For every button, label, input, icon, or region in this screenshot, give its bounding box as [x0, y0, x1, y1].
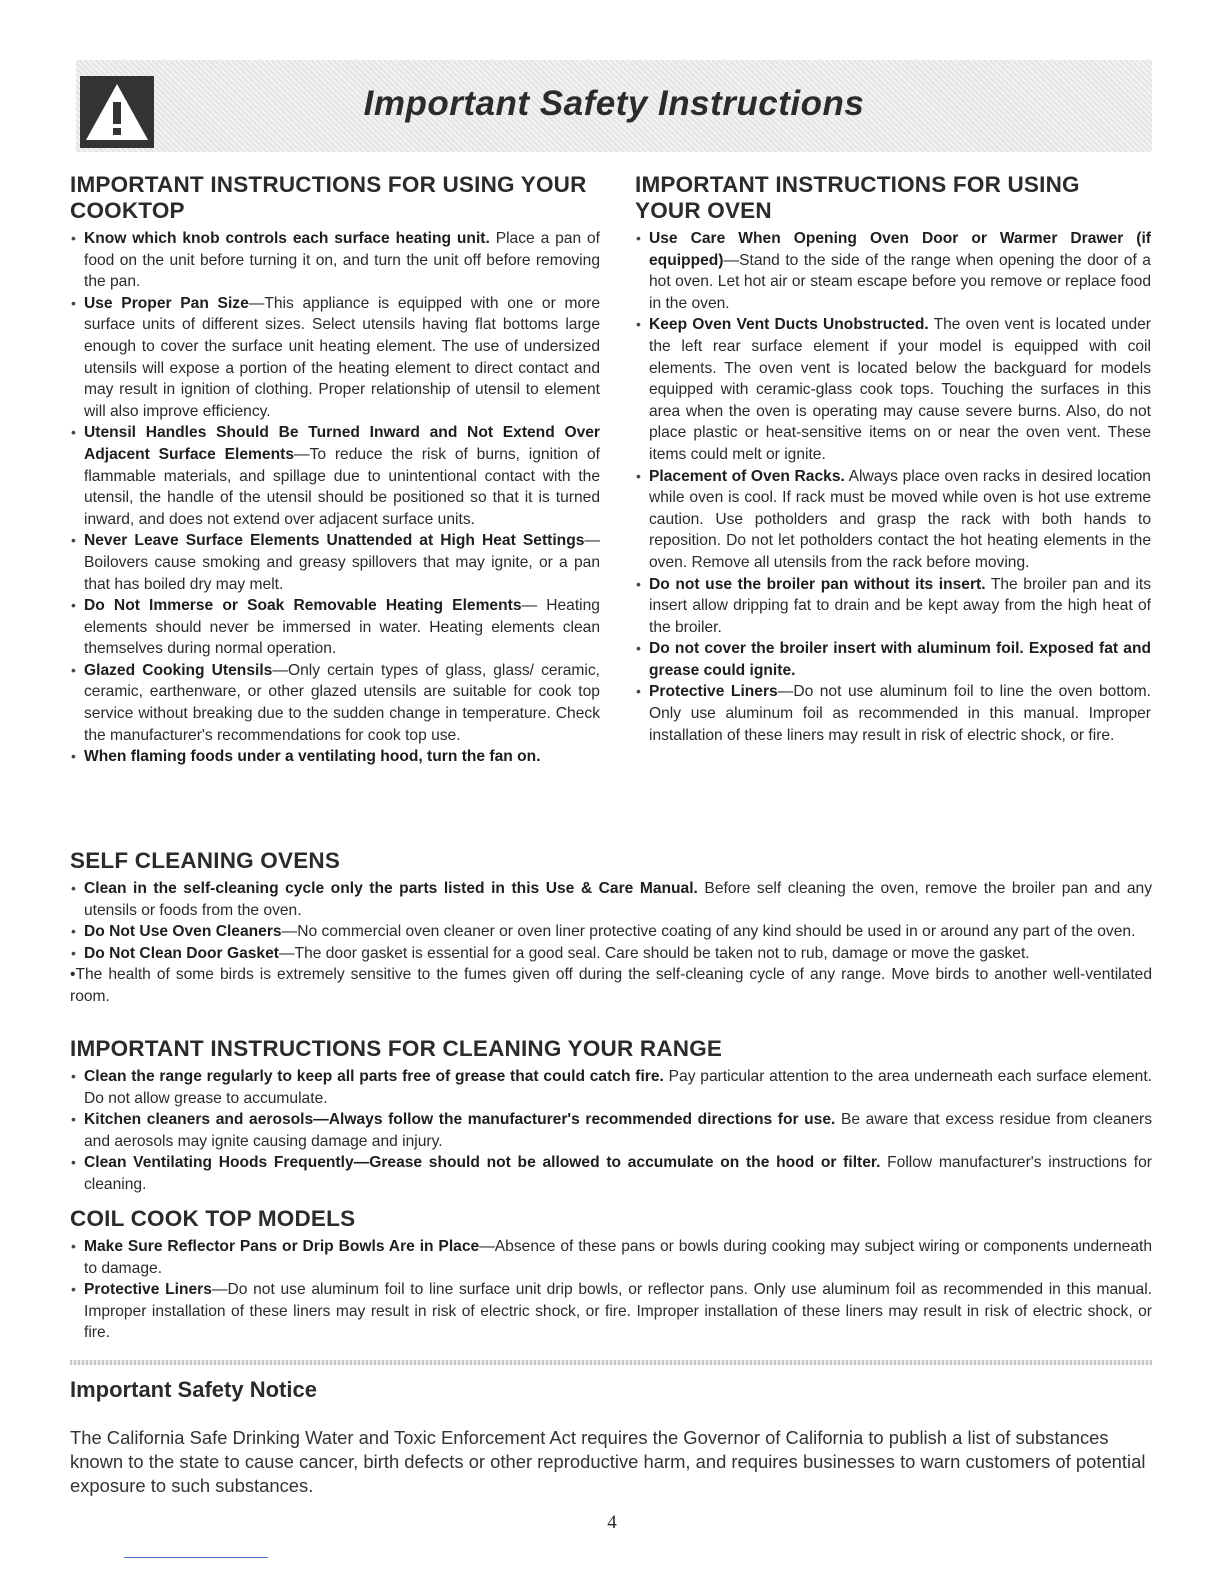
list-item: • Do not use the broiler pan without its insert. The broiler pan and its insert allow dripping fat to drain and be kept away from the high heat of the broiler. [635, 574, 1151, 639]
footer-line [124, 1557, 268, 1558]
cooktop-heading: IMPORTANT INSTRUCTIONS FOR USING YOUR COOKTOP [70, 172, 587, 223]
list-item: • Keep Oven Vent Ducts Unobstructed. The oven vent is located under the left rear surface element if your model is equipped with coil elements. The oven vent is located below the backguard for models equipped with ceramic-glass cook tops. Touching the surfaces in this area when the oven is operating may cause severe burns. Also, do not place plastic or heat-sensitive items on or near the oven vent. These items could melt or ignite. [635, 314, 1151, 465]
list-item: • Never Leave Surface Elements Unattended at High Heat Settings—Boilovers cause smoking and greasy spillovers that may ignite, or a pan that has boiled dry may melt. [70, 530, 600, 595]
header-banner [76, 60, 1152, 152]
list-item: • Do Not Immerse or Soak Removable Heating Elements— Heating elements should never be immersed in water. Heating elements clean themselves during normal operation. [70, 595, 600, 660]
self-cleaning-section [70, 848, 1152, 1008]
list-item: • Clean Ventilating Hoods Frequently—Grease should not be allowed to accumulate on the hood or filter. Follow manufacturer's instructions for cleaning. [70, 1152, 1152, 1195]
list-item: • Kitchen cleaners and aerosols—Always follow the manufacturer's recommended directions for use. Be aware that excess residue from cleaners and aerosols may ignite causing damage and injury. [70, 1109, 1152, 1152]
list-item: • Make Sure Reflector Pans or Drip Bowls Are in Place—Absence of these pans or bowls during cooking may subject wiring or components underneath to damage. [70, 1236, 1152, 1279]
coil-section [70, 1206, 1152, 1344]
section-divider [70, 1360, 1152, 1365]
list-item: • Do Not Clean Door Gasket—The door gasket is essential for a good seal. Care should be taken not to rub, damage or move the gasket. [70, 943, 1152, 965]
cleaning-range-heading: IMPORTANT INSTRUCTIONS FOR CLEANING YOUR RANGE [70, 1036, 723, 1061]
list-item: • Do not cover the broiler insert with aluminum foil. Exposed fat and grease could ignite. [635, 638, 1151, 681]
page-title: Important Safety Instructions [363, 84, 865, 123]
list-item: •The health of some birds is extremely sensitive to the fumes given off during the self-cleaning cycle of any range. Move birds to another well-ventilated room. [70, 966, 1152, 1005]
notice-heading: Important Safety Notice [70, 1377, 317, 1402]
list-item: • Placement of Oven Racks. Always place oven racks in desired location while oven is cool. If rack must be moved while oven is hot use extreme caution. Use potholders and grasp the rack with both hands to reposition. Do not let potholders contact the hot heating elements in the oven. Remove all utensils from the rack before moving. [635, 466, 1151, 574]
list-item: • Use Care When Opening Oven Door or Warmer Drawer (if equipped)—Stand to the side of the range when opening the door of a hot oven. Let hot air or steam escape before you remove or replace food in the oven. [635, 228, 1151, 314]
list-item: • Protective Liners—Do not use aluminum foil to line the oven bottom. Only use aluminum foil as recommended in this manual. Improper installation of these liners may result in risk of electric shock, or fire. [635, 681, 1151, 746]
list-item: • Know which knob controls each surface heating unit. Place a pan of food on the unit before turning it on, and turn the unit off before removing the pan. [70, 228, 600, 293]
list-item: • Utensil Handles Should Be Turned Inward and Not Extend Over Adjacent Surface Elements—To reduce the risk of burns, ignition of flammable materials, and spillage due to unintentional contact with the utensil, the handle of the utensil should be positioned so that it is turned inward, and does not extend over adjacent surface units. [70, 422, 600, 530]
cooktop-list [70, 228, 600, 768]
list-item: • Glazed Cooking Utensils—Only certain types of glass, glass/ ceramic, ceramic, earthenware, or other glazed utensils are suitable for cook top service without breaking due to the sudden change in temperature. Check the manufacturer's recommendations for cook top use. [70, 660, 600, 746]
self-cleaning-heading: SELF CLEANING OVENS [70, 848, 341, 873]
coil-heading: COIL COOK TOP MODELS [70, 1206, 356, 1231]
list-item: • Clean in the self-cleaning cycle only the parts listed in this Use & Care Manual. Before self cleaning the oven, remove the broiler pan and any utensils or foods from the oven. [70, 878, 1152, 921]
oven-heading: IMPORTANT INSTRUCTIONS FOR USING YOUR OVEN [635, 172, 1080, 223]
cleaning-range-section [70, 1036, 1152, 1196]
list-item: • When flaming foods under a ventilating hood, turn the fan on. [70, 746, 600, 768]
coil-list [70, 1236, 1152, 1344]
list-item: • Clean the range regularly to keep all parts free of grease that could catch fire. Pay particular attention to the area underneath each surface element. Do not allow grease to accumulate. [70, 1066, 1152, 1109]
self-cleaning-list [70, 878, 1152, 1008]
list-item: • Use Proper Pan Size—This appliance is equipped with one or more surface units of different sizes. Select utensils having flat bottoms large enough to cover the surface unit heating element. The use of undersized utensils will expose a portion of the heating element to direct contact and may result in ignition of clothing. Proper relationship of utensil to element will also improve efficiency. [70, 293, 600, 423]
page-number: 4 [607, 1512, 617, 1533]
oven-list [635, 228, 1151, 746]
cooktop-section [70, 172, 600, 768]
list-item: • Do Not Use Oven Cleaners—No commercial oven cleaner or oven liner protective coating of any kind should be used in or around any part of the oven. [70, 921, 1152, 943]
cleaning-range-list [70, 1066, 1152, 1196]
list-item: • Protective Liners—Do not use aluminum foil to line surface unit drip bowls, or reflector pans. Only use aluminum foil as recommended in this manual. Improper installation of these liners may result in risk of electric shock, or fire. Improper installation of these liners may result in risk of electric shock, or fire. [70, 1279, 1152, 1344]
oven-section [635, 172, 1151, 746]
notice-text: The California Safe Drinking Water and Toxic Enforcement Act requires the Governor of California to publish a list of substances known to the state to cause cancer, birth defects or other reproductive harm, and requires businesses to warn customers of potential exposure to such substances. [70, 1427, 1146, 1496]
